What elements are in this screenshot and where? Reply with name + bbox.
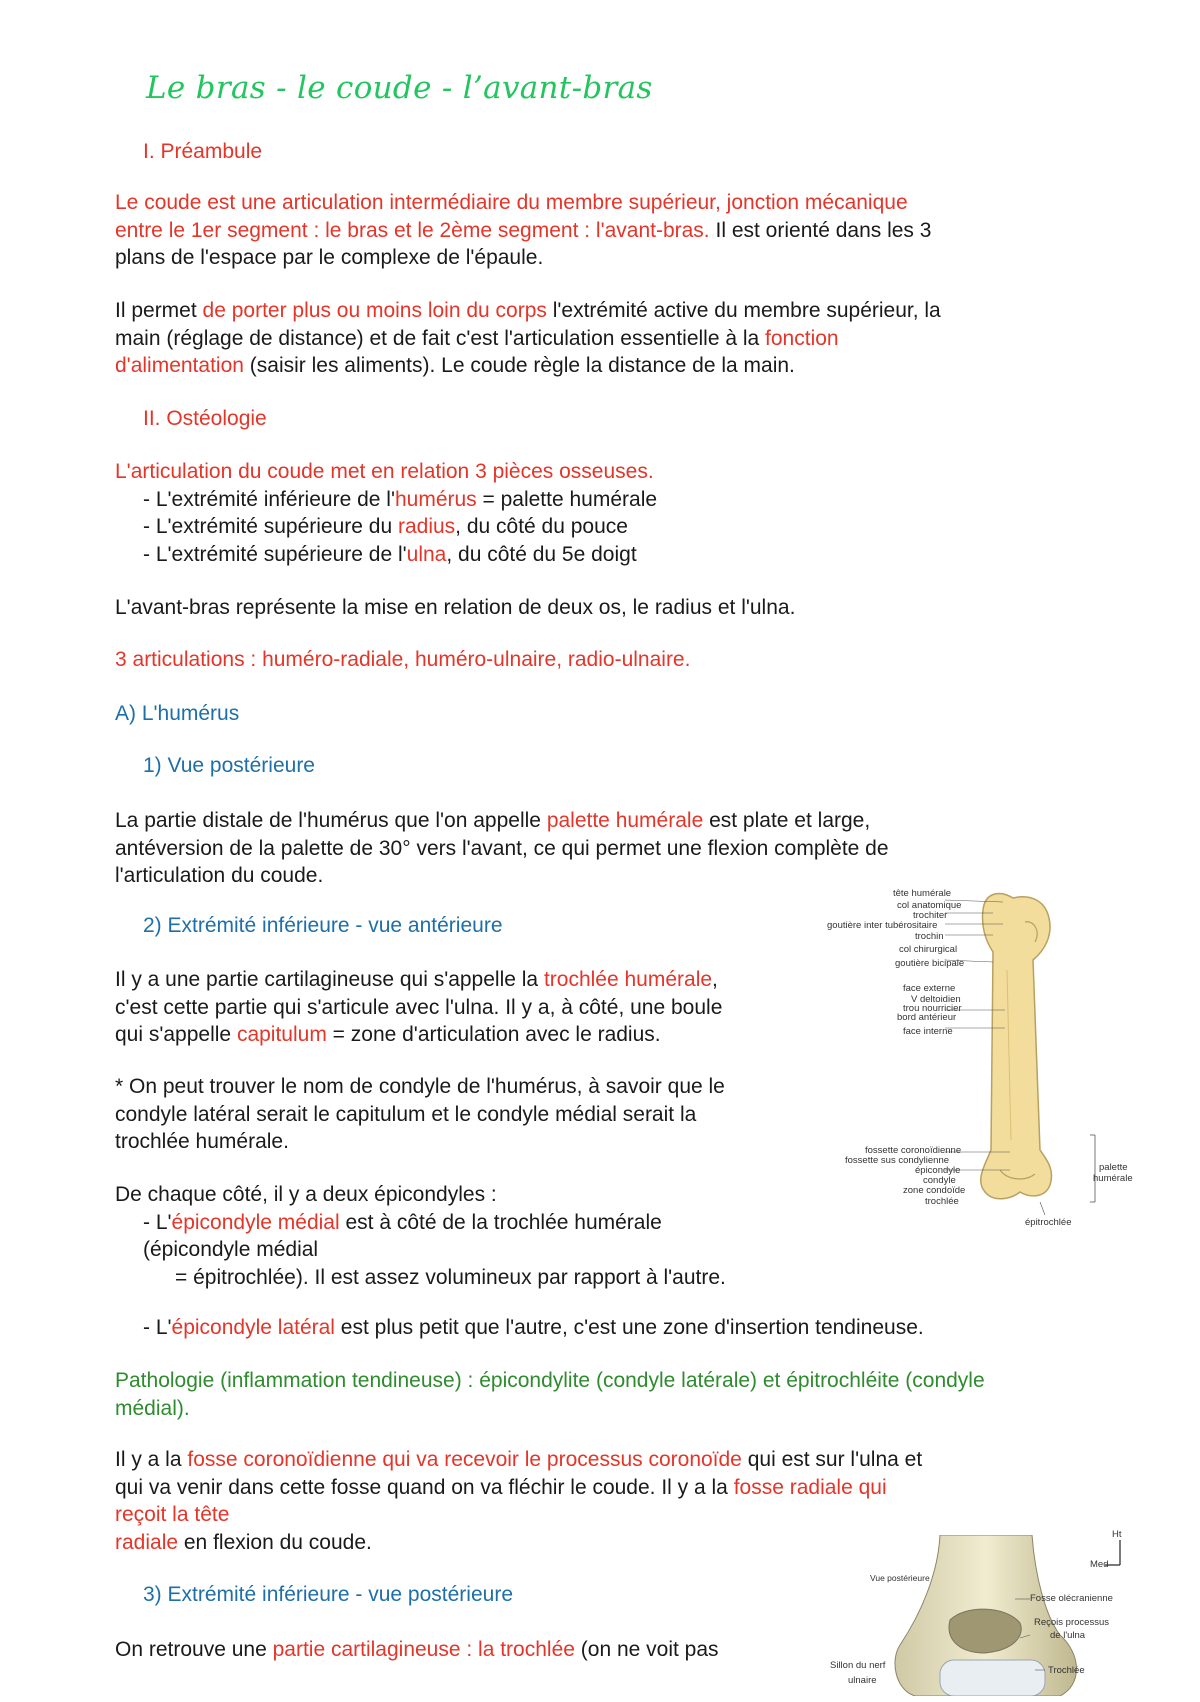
fig1-label: condyle xyxy=(923,1175,956,1186)
fig1-label: trou nourricier xyxy=(903,1003,962,1014)
subheading-vue-posterieure-inferieure: 3) Extrémité inférieure - vue postérieure xyxy=(143,1583,513,1606)
fig2-axis-label: Med xyxy=(1090,1559,1109,1570)
paragraph-fonction xyxy=(115,297,941,380)
fig1-label: zone condoïde xyxy=(903,1185,966,1196)
paragraph-articulations: 3 articulations : huméro-radiale, huméro-ulnaire, radio-ulnaire. xyxy=(115,648,691,671)
paragraph-fosses xyxy=(115,1446,922,1556)
text-line: qui va venir dans cette fosse quand on va fléchir le coude. Il y a la fosse radiale qui xyxy=(115,1475,887,1499)
list-item: - L'extrémité supérieure du radius, du côté du pouce xyxy=(143,515,628,538)
list-item: - L'épicondyle médial est à côté de la trochlée humérale xyxy=(143,1210,662,1234)
fig1-label: fossette coronoïdienne xyxy=(865,1145,962,1156)
fig1-label: col chirurgical xyxy=(899,944,958,955)
fig1-label: goutière inter tubérositaire xyxy=(827,920,938,931)
paragraph-trochlee-posterieure: On retrouve une partie cartilagineuse : la trochlée (on ne voit pas xyxy=(115,1638,719,1661)
text-line: = épitrochlée). Il est assez volumineux par rapport à l'autre. xyxy=(175,1265,726,1289)
fig2-label: de l'ulna xyxy=(1050,1630,1086,1641)
fig2-label: Trochlée xyxy=(1048,1665,1085,1676)
text-line: antéversion de la palette de 30° vers l'avant, ce qui permet une flexion complète de xyxy=(115,836,889,860)
paragraph-condyle-note xyxy=(115,1073,725,1156)
text-line: plans de l'espace par le complexe de l'épaule. xyxy=(115,246,544,269)
fig2-label: ulnaire xyxy=(848,1675,877,1686)
fig1-label: goutière bicipale xyxy=(895,958,965,969)
subheading-vue-anterieure: 2) Extrémité inférieure - vue antérieure xyxy=(143,914,503,937)
text-line: Il y a la fosse coronoïdienne qui va recevoir le processus coronoïde qui est sur l'ulna et xyxy=(115,1448,923,1471)
fig1-label: épicondyle xyxy=(915,1165,961,1176)
fig1-label: trochlée xyxy=(925,1196,959,1207)
text-line: Il permet de porter plus ou moins loin du corps l'extrémité active du membre supérieur, la xyxy=(115,299,941,322)
text-line: Pathologie (inflammation tendineuse) : épicondylite (condyle latérale) et épitrochléite (condyle xyxy=(115,1369,985,1392)
text-line: qui s'appelle capitulum = zone d'articulation avec le radius. xyxy=(115,1023,661,1046)
distal-humerus-illustration xyxy=(820,1535,1160,1696)
fig2-label: Reçois processus xyxy=(1034,1617,1109,1628)
text-line: reçoit la tête xyxy=(115,1503,230,1526)
paragraph-pathologie xyxy=(115,1367,985,1422)
page-title: Le bras - le coude - l’avant-bras xyxy=(146,70,653,106)
text-line: condyle latéral serait le capitulum et le condyle médial serait la xyxy=(115,1102,697,1126)
humerus-figure xyxy=(827,880,1145,1240)
section-heading-osteologie: II. Ostéologie xyxy=(143,407,267,430)
distal-humerus-figure xyxy=(820,1529,1160,1696)
text-line: d'alimentation (saisir les aliments). Le coude règle la distance de la main. xyxy=(115,354,795,377)
text-line: Le coude est une articulation intermédiaire du membre supérieur, jonction mécanique xyxy=(115,191,908,214)
fig1-label: face interne xyxy=(903,1026,953,1037)
fig2-axis-label: Ht xyxy=(1112,1529,1122,1540)
paragraph-coude-intro xyxy=(115,189,931,272)
fig2-label: Vue postérieure xyxy=(870,1573,930,1583)
list-item: - L'extrémité inférieure de l'humérus = palette humérale xyxy=(143,487,658,511)
paragraph-avant-bras: L'avant-bras représente la mise en relation de deux os, le radius et l'ulna. xyxy=(115,596,796,619)
fig1-label: face externe xyxy=(903,983,956,994)
list-item: - L'extrémité supérieure de l'ulna, du côté du 5e doigt xyxy=(143,542,637,566)
fig2-label: Fosse olécranienne xyxy=(1030,1593,1113,1604)
paragraph-pieces-osseuses xyxy=(115,458,657,568)
subheading-vue-posterieure: 1) Vue postérieure xyxy=(143,754,315,777)
section-heading-preambule: I. Préambule xyxy=(143,140,263,163)
paragraph-palette xyxy=(115,807,889,890)
text-line: c'est cette partie qui s'articule avec l'ulna. Il y a, à côté, une boule xyxy=(115,995,723,1019)
text-line: entre le 1er segment : le bras et le 2ème segment : l'avant-bras. Il est orienté dans les 3 xyxy=(115,218,932,242)
text-line: radiale en flexion du coude. xyxy=(115,1530,372,1554)
fig2-label: Sillon du nerf xyxy=(830,1660,886,1671)
text-line: (épicondyle médial xyxy=(143,1238,319,1261)
list-item-epicondyle-lateral: - L'épicondyle latéral est plus petit que l'autre, c'est une zone d'insertion tendineuse. xyxy=(143,1316,924,1339)
fig1-label: trochiter xyxy=(913,910,948,921)
text-line: La partie distale de l'humérus que l'on appelle palette humérale est plate et large, xyxy=(115,809,871,832)
fig1-label: palette xyxy=(1099,1162,1128,1173)
humerus-illustration xyxy=(835,880,1145,1240)
fig1-label: V deltoidien xyxy=(911,994,961,1005)
text-line: De chaque côté, il y a deux épicondyles : xyxy=(115,1183,497,1206)
fig1-label: bord antérieur xyxy=(897,1012,957,1023)
fig1-label: trochin xyxy=(915,931,944,942)
subheading-humerus: A) L'humérus xyxy=(115,702,240,725)
paragraph-epicondyles xyxy=(115,1181,726,1291)
text-line: L'articulation du coude met en relation 3 pièces osseuses. xyxy=(115,460,654,483)
fig1-label: épitrochlée xyxy=(1025,1217,1072,1228)
text-line: médial). xyxy=(115,1396,190,1420)
text-line: main (réglage de distance) et de fait c'est l'articulation essentielle à la fonction xyxy=(115,326,839,350)
paragraph-trochlee xyxy=(115,966,722,1049)
text-line: trochlée humérale. xyxy=(115,1130,289,1153)
fig1-label: fossette sus condylienne xyxy=(845,1155,950,1166)
fig1-label: tête humérale xyxy=(893,888,952,899)
fig1-label: col anatomique xyxy=(897,900,962,911)
text-line: l'articulation du coude. xyxy=(115,864,324,887)
text-line: * On peut trouver le nom de condyle de l'humérus, à savoir que le xyxy=(115,1075,725,1098)
text-line: Il y a une partie cartilagineuse qui s'appelle la trochlée humérale, xyxy=(115,968,718,991)
fig1-label: humérale xyxy=(1093,1173,1133,1184)
